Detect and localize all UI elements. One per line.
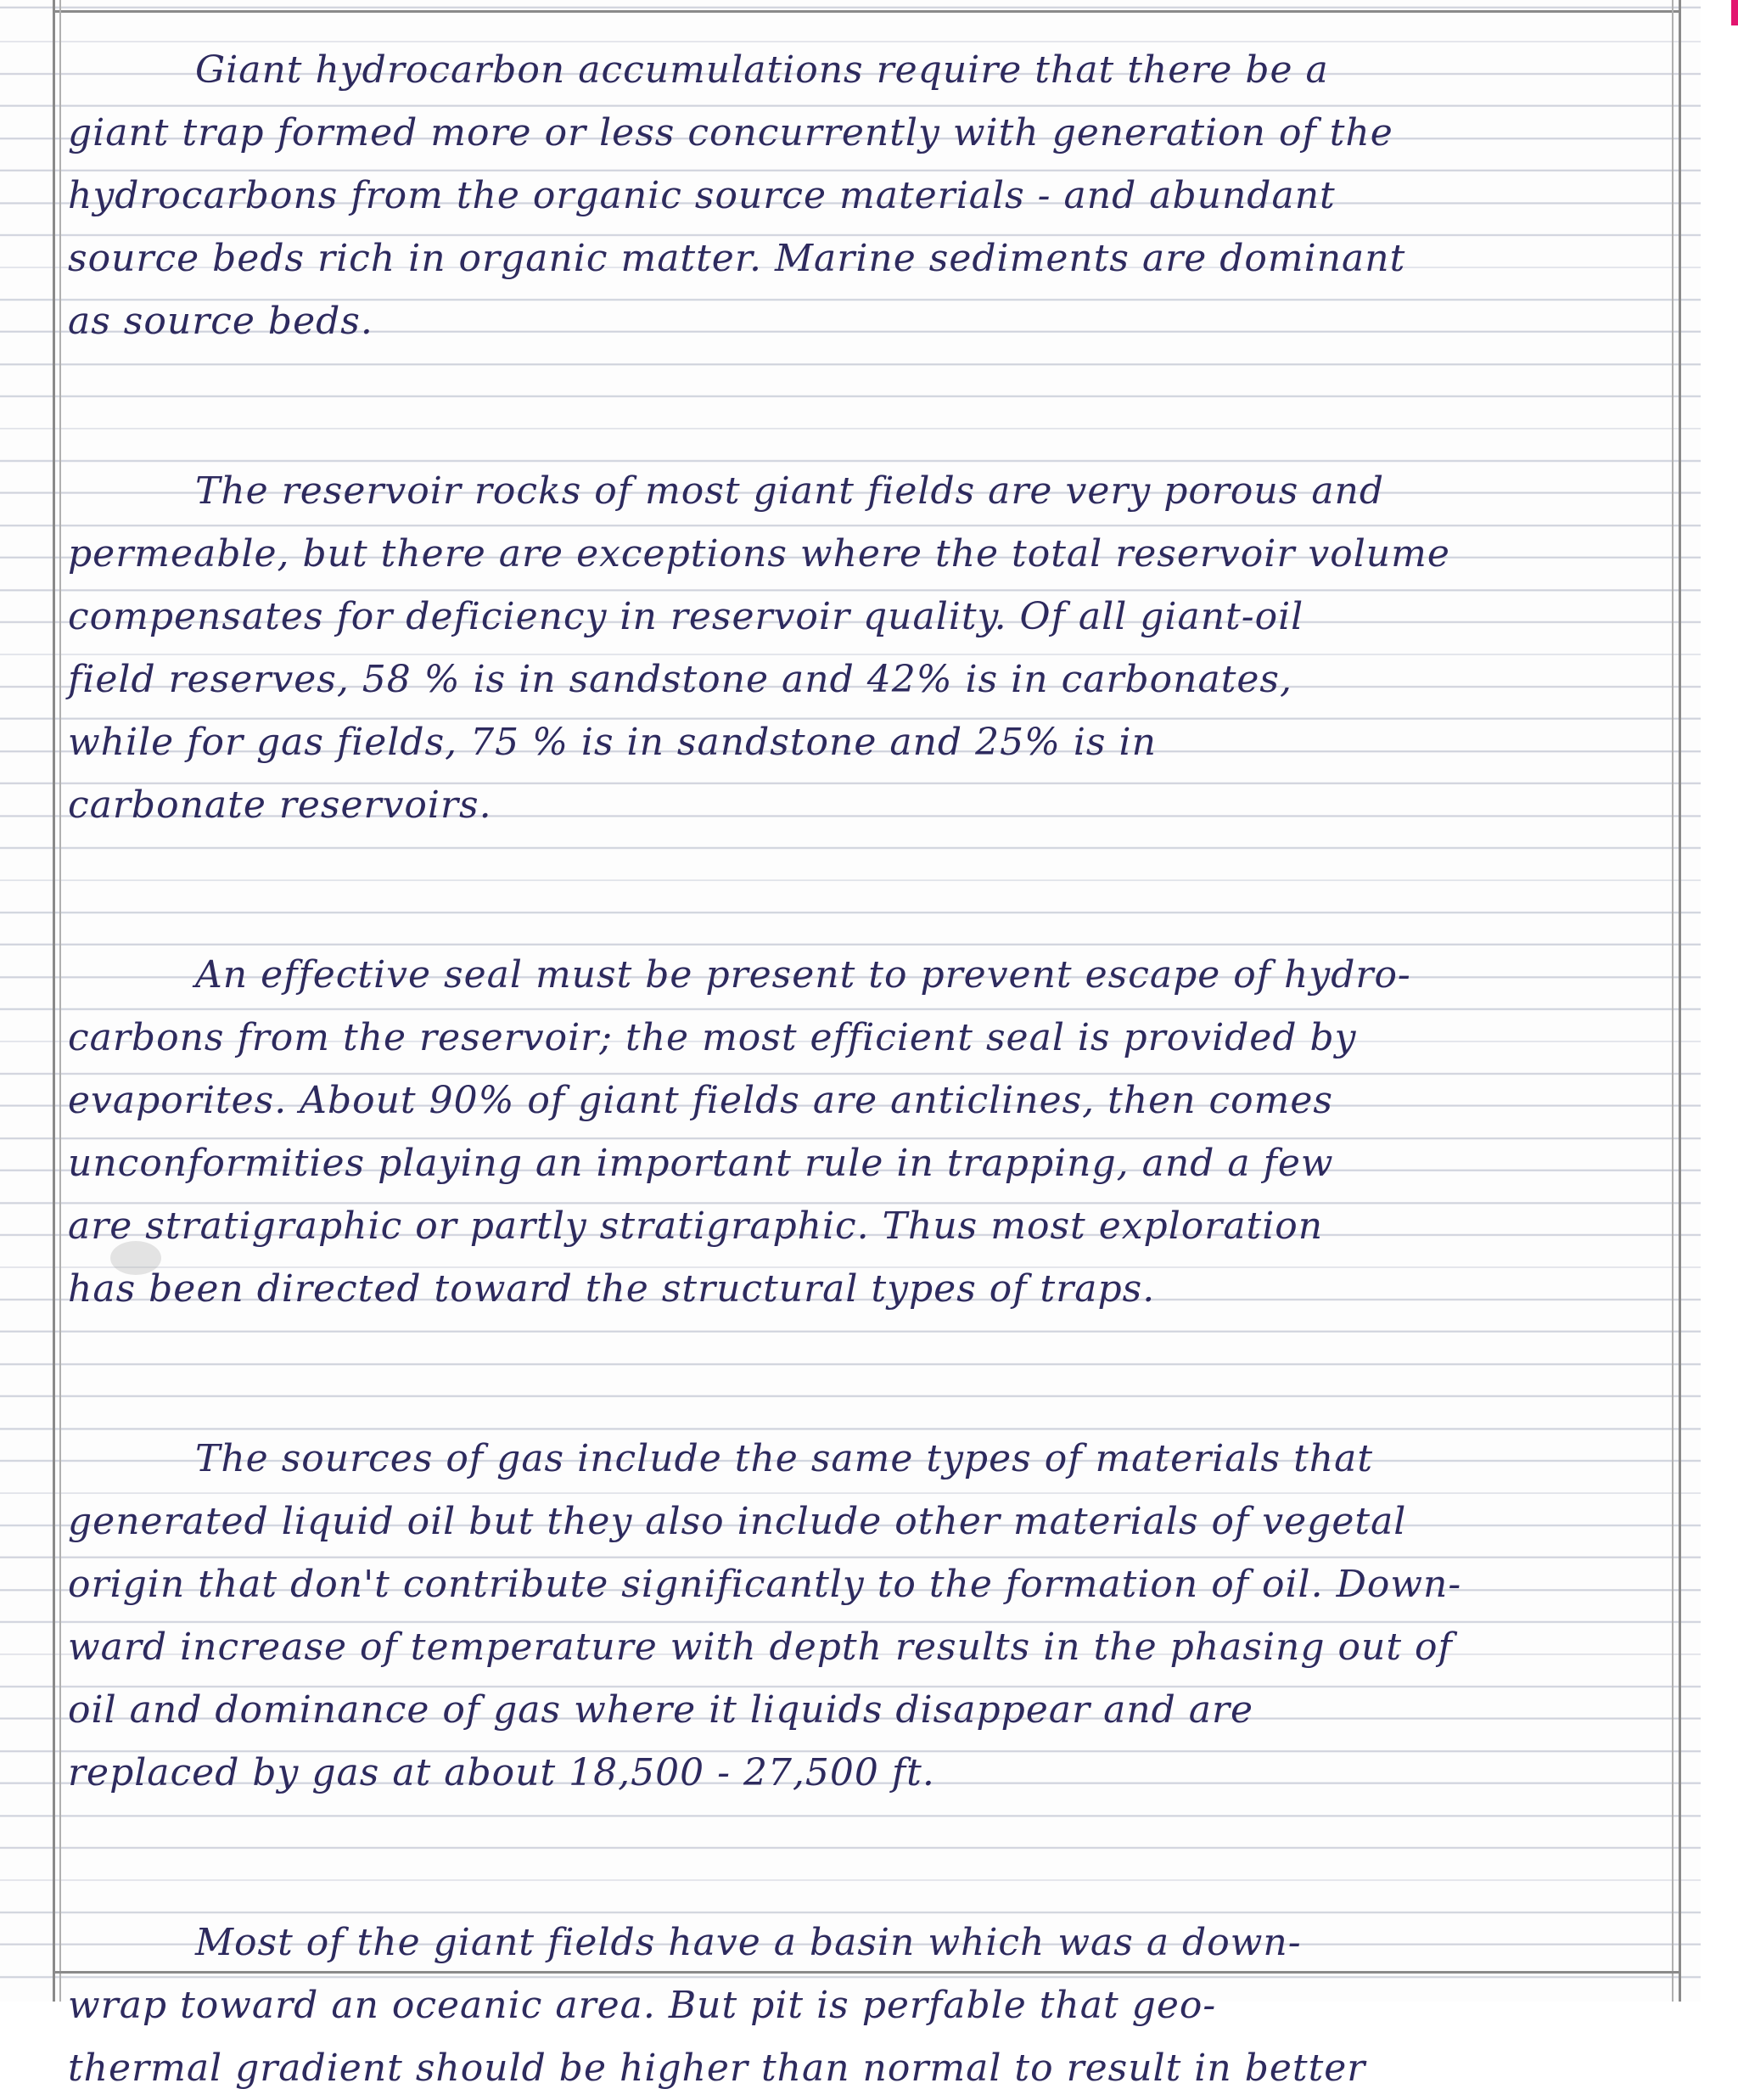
- text-line: generated liquid oil but they also include other materials of vegetal: [68, 1500, 1407, 1543]
- text-line: Most of the giant fields have a basin which was a down-: [195, 1921, 1302, 1964]
- left-margin-line: [53, 0, 55, 2002]
- text-line: field reserves, 58 % is in sandstone and 42% is in carbonates,: [68, 658, 1292, 701]
- text-line: replaced by gas at about 18,500 - 27,500 ft.: [68, 1751, 935, 1794]
- paragraph-gap: [68, 1321, 1663, 1428]
- text-line: are stratigraphic or partly stratigraphic. Thus most exploration: [68, 1204, 1324, 1248]
- text-line: thermal gradient should be higher than normal to result in better: [68, 2047, 1366, 2090]
- paragraph-1: [68, 39, 1663, 353]
- handwritten-text: [68, 39, 1663, 2100]
- text-line: giant trap formed more or less concurrently with generation of the: [68, 111, 1393, 154]
- paragraph-4: [68, 1428, 1663, 1805]
- right-margin-line-inner: [1672, 0, 1674, 2002]
- text-line: source beds rich in organic matter. Marine sediments are dominant: [68, 237, 1406, 280]
- page-edge-accent: [1731, 0, 1738, 25]
- right-margin-line: [1679, 0, 1681, 2002]
- page-top-border: [53, 10, 1681, 13]
- text-line: The sources of gas include the same types of materials that: [195, 1437, 1374, 1480]
- text-line: carbonate reservoirs.: [68, 783, 492, 827]
- text-line: carbons from the reservoir; the most efficient seal is provided by: [68, 1016, 1357, 1059]
- text-line: origin that don't contribute significantly to the formation of oil. Down-: [68, 1563, 1462, 1606]
- text-line: evaporites. About 90% of giant fields are anticlines, then comes: [68, 1079, 1334, 1122]
- text-line: An effective seal must be present to prevent escape of hydro-: [195, 953, 1411, 997]
- text-line: hydrocarbons from the organic source materials - and abundant: [68, 174, 1336, 217]
- paragraph-3: [68, 944, 1663, 1321]
- text-line: unconformities playing an important rule in trapping, and a few: [68, 1142, 1334, 1185]
- text-line: compensates for deficiency in reservoir quality. Of all giant-oil: [68, 595, 1304, 638]
- paragraph-gap: [68, 1805, 1663, 1912]
- text-line: while for gas fields, 75 % is in sandstone and 25% is in: [68, 721, 1157, 764]
- paragraph-2: [68, 460, 1663, 837]
- text-line: has been directed toward the structural types of traps.: [68, 1267, 1156, 1311]
- text-line: Giant hydrocarbon accumulations require that there be a: [195, 48, 1329, 92]
- page-edge: [1701, 0, 1738, 2002]
- paragraph-gap: [68, 837, 1663, 944]
- paragraph-5: [68, 1912, 1663, 2100]
- left-margin-line-inner: [59, 0, 61, 2002]
- text-line: permeable, but there are exceptions where the total reservoir volume: [68, 532, 1450, 576]
- text-line: ward increase of temperature with depth results in the phasing out of: [68, 1626, 1453, 1669]
- text-line: as source beds.: [68, 300, 373, 343]
- text-line: wrap toward an oceanic area. But pit is perfable that geo-: [68, 1984, 1217, 2027]
- paragraph-gap: [68, 353, 1663, 460]
- text-line: The reservoir rocks of most giant fields are very porous and: [195, 469, 1385, 513]
- text-line: oil and dominance of gas where it liquids disappear and are: [68, 1688, 1254, 1732]
